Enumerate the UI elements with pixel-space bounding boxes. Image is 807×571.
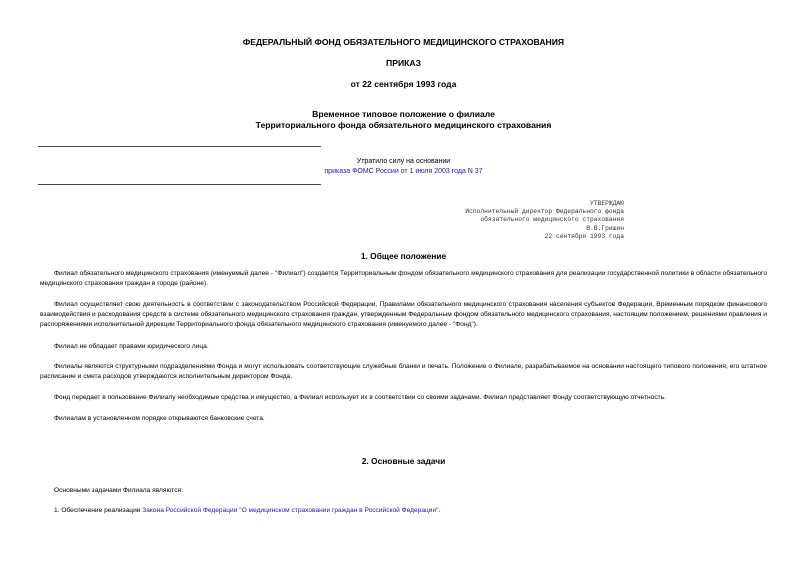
document-date: от 22 сентября 1993 года: [350, 79, 457, 89]
approval-line: В.В.Гришин: [586, 224, 624, 232]
divider-bottom: [38, 184, 321, 185]
law-link[interactable]: Закона Российской Федерации "О медицинском страховании граждан в Российской Федерации": [142, 507, 439, 514]
task-item-1-prefix: 1. Обеспечение реализации: [54, 507, 143, 514]
document-type: ПРИКАЗ: [386, 58, 421, 68]
approval-line: Исполнительный директор Федерального фонда: [465, 208, 624, 216]
approval-line: 22 сентября 1993 года: [544, 232, 624, 240]
section2-heading: 2. Основные задачи: [361, 456, 446, 466]
paragraph: Филиал осуществляет свою деятельность в соответствии с законодательством Российской Федерации, Правилами обязательного медицинского страхования населения субъектов Федерации, Временным порядком финансового взаимодействия и расходования средств в системе обязательного медицинского страхования граждан, утвержденным Федеральным фондом обязательного медицинского страхования, настоящим положением, решениями правления и распоряжениями исполнительной дирекции Территориального фонда обязательного медицинского страхования (именуемого далее - "Фонд").: [40, 301, 767, 329]
paragraph: Филиалам в установленном порядке открываются банковские счета.: [54, 415, 265, 422]
paragraph: Филиалы являются структурными подразделениями Фонда и могут использовать соответствующие служебные бланки и печать. Положение о Филиале, разрабатываемое на основании настоящего типового положения, его штатное расписание и смета расходов утверждаются исполнительным директором Фонда.: [40, 363, 767, 381]
task-item-1: [40, 506, 767, 516]
repeal-order-link[interactable]: приказа ФОМС России от 1 июля 2003 года N 37: [324, 168, 483, 175]
approval-line: обязательного медицинского страхования: [480, 216, 624, 224]
org-name: ФЕДЕРАЛЬНЫЙ ФОНД ОБЯЗАТЕЛЬНОГО МЕДИЦИНСКОГО СТРАХОВАНИЯ: [242, 37, 565, 47]
status-link-wrap: [0, 168, 807, 175]
section2-intro: Основными задачами Филиала являются:: [54, 487, 183, 494]
task-item-1-suffix: .: [438, 507, 441, 514]
approval-block: [430, 200, 624, 241]
paragraph: Филиал не обладает правами юридического лица.: [54, 343, 209, 350]
document-title-line2: Территориального фонда обязательного медицинского страхования: [255, 120, 552, 130]
paragraph: Фонд передает в пользование Филиалу необходимые средства и имущество, а Филиал использует их в соответствии со своими задачами. Филиал представляет Фонду соответствующую отчетность.: [54, 394, 666, 401]
section1-heading: 1. Общее положение: [360, 251, 447, 261]
divider-top: [38, 146, 321, 147]
status-label: Утратило силу на основании: [356, 158, 451, 165]
document-title-line1: Временное типовое положение о филиале: [312, 109, 495, 119]
paragraph: Филиал обязательного медицинского страхования (именуемый далее - "Филиал") создается Территориальным фондом обязательного медицинского страхования для реализации государственной политики в области обязательного медицинского страхования граждан в городе (районе).: [40, 270, 767, 288]
approval-line: УТВЕРЖДАЮ: [589, 200, 624, 207]
